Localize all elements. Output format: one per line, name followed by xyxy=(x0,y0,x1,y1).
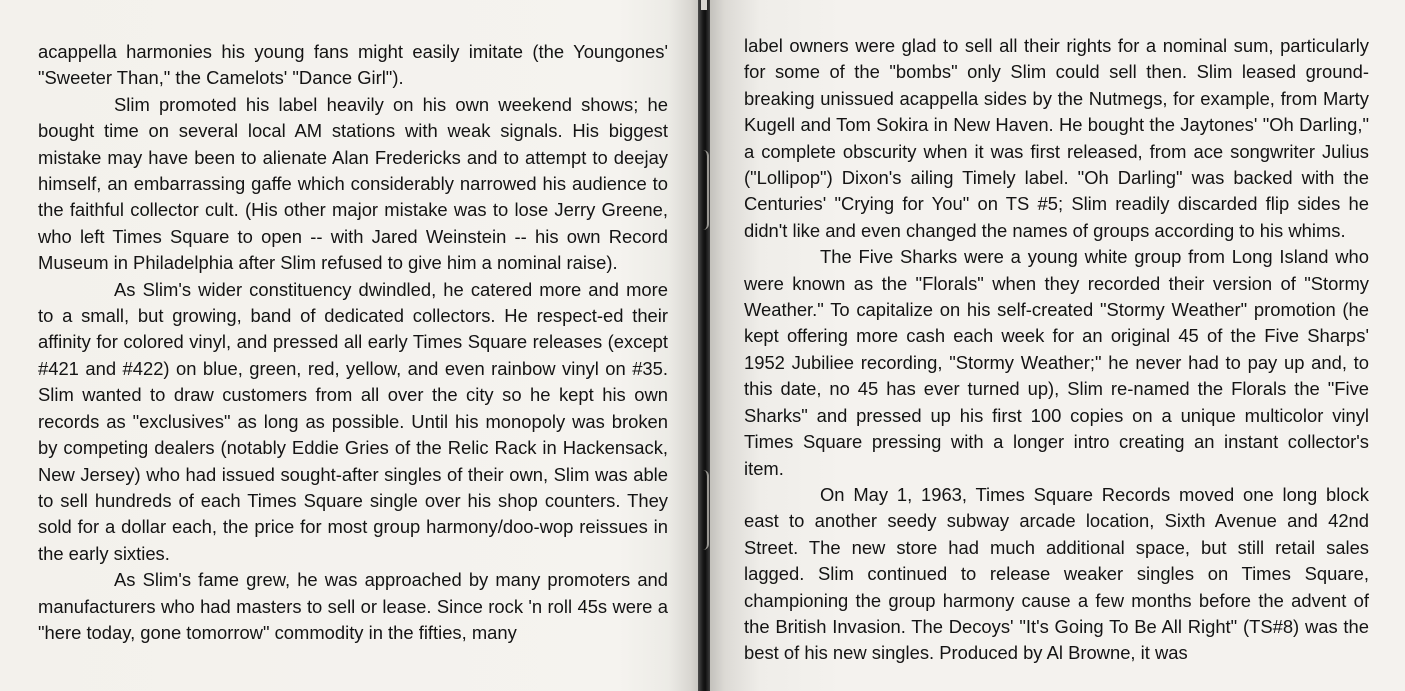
left-paragraph-4: As Slim's fame grew, he was approached by many promoters and manufacturers who had masters to sell or lease. Since rock 'n roll 45s were a "here today, gone tomorrow" commodity in the fifties, many xyxy=(38,569,668,643)
right-paragraph-2: The Five Sharks were a young white group from Long Island who were known as the "Florals" when they recorded their version of "Stormy Weather." To capitalize on his self-created "Stormy Weather" promotion (he kept offering more cash each week for an original 45 of the Five Sharps' 1952 Jubiliee recording, "Stormy Weather;" he never had to pay up and, to this date, no 45 has ever turned up), Slim re-named the Florals the "Five Sharks" and pressed up his first 100 copies on a unique multicolor vinyl Times Square pressing with a longer intro creating an instant collector's item. xyxy=(744,246,1369,479)
book-gutter xyxy=(698,0,710,691)
left-paragraph-3: As Slim's wider constituency dwindled, he catered more and more to a small, but growing, band of dedicated collectors. He respect-ed their affinity for colored vinyl, and pressed all early Times Square releases (except #421 and #422) on blue, green, red, yellow, and even rainbow vinyl on #35. Slim wanted to draw customers from all over the city so he kept his own records as "exclusives" as long as possible. Until his monopoly was broken by competing dealers (notably Eddie Gries of the Relic Rack in Hackensack, New Jersey) who had issued sought-after singles of their own, Slim was able to sell hundreds of each Times Square single over his shop counters. They sold for a dollar each, the price for most group harmony/doo-wop reissues in the early sixties. xyxy=(38,278,668,564)
binding-stitch-bottom xyxy=(701,470,709,550)
binding-stitch-top xyxy=(701,150,709,230)
right-page xyxy=(704,0,1405,691)
right-paragraph-1: label owners were glad to sell all their rights for a nominal sum, particularly for some of the "bombs" only Slim could sell then. Slim leased ground-breaking unissued acappella sides by the Nutmegs, for example, from Marty Kugell and Tom Sokira in New Haven. He bought the Jaytones' "Oh Darling," a complete obscurity when it was first released, from ace songwriter Julius ("Lollipop") Dixon's ailing Timely label. "Oh Darling" was backed with the Centuries' "Crying for You" on TS #5; Slim readily discarded flip sides he didn't like and even changed the names of groups according to his whims. xyxy=(744,35,1369,241)
right-paragraph-3: On May 1, 1963, Times Square Records moved one long block east to another seedy subway arcade location, Sixth Avenue and 42nd Street. The new store had much additional space, but still retail sales lagged. Slim continued to release weaker singles on Times Square, championing the group harmony cause a few months before the advent of the British Invasion. The Decoys' "It's Going To Be All Right" (TS#8) was the best of his new singles. Produced by Al Browne, it was xyxy=(744,483,1369,664)
left-paragraph-2: Slim promoted his label heavily on his own weekend shows; he bought time on several local AM stations with weak signals. His biggest mistake may have been to alienate Alan Fredericks and to attempt to deejay himself, an embarrassing gaffe which considerably narrowed his audience to the faithful collector cult. (His other major mistake was to lose Jerry Greene, who left Times Square to open -- with Jared Weinstein -- his own Record Museum in Philadelphia after Slim refused to give him a nominal raise). xyxy=(38,93,668,274)
gutter-corner xyxy=(701,0,707,10)
left-paragraph-1: acappella harmonies his young fans might easily imitate (the Youngones' "Sweeter Than," the Camelots' "Dance Girl"). xyxy=(38,41,668,89)
